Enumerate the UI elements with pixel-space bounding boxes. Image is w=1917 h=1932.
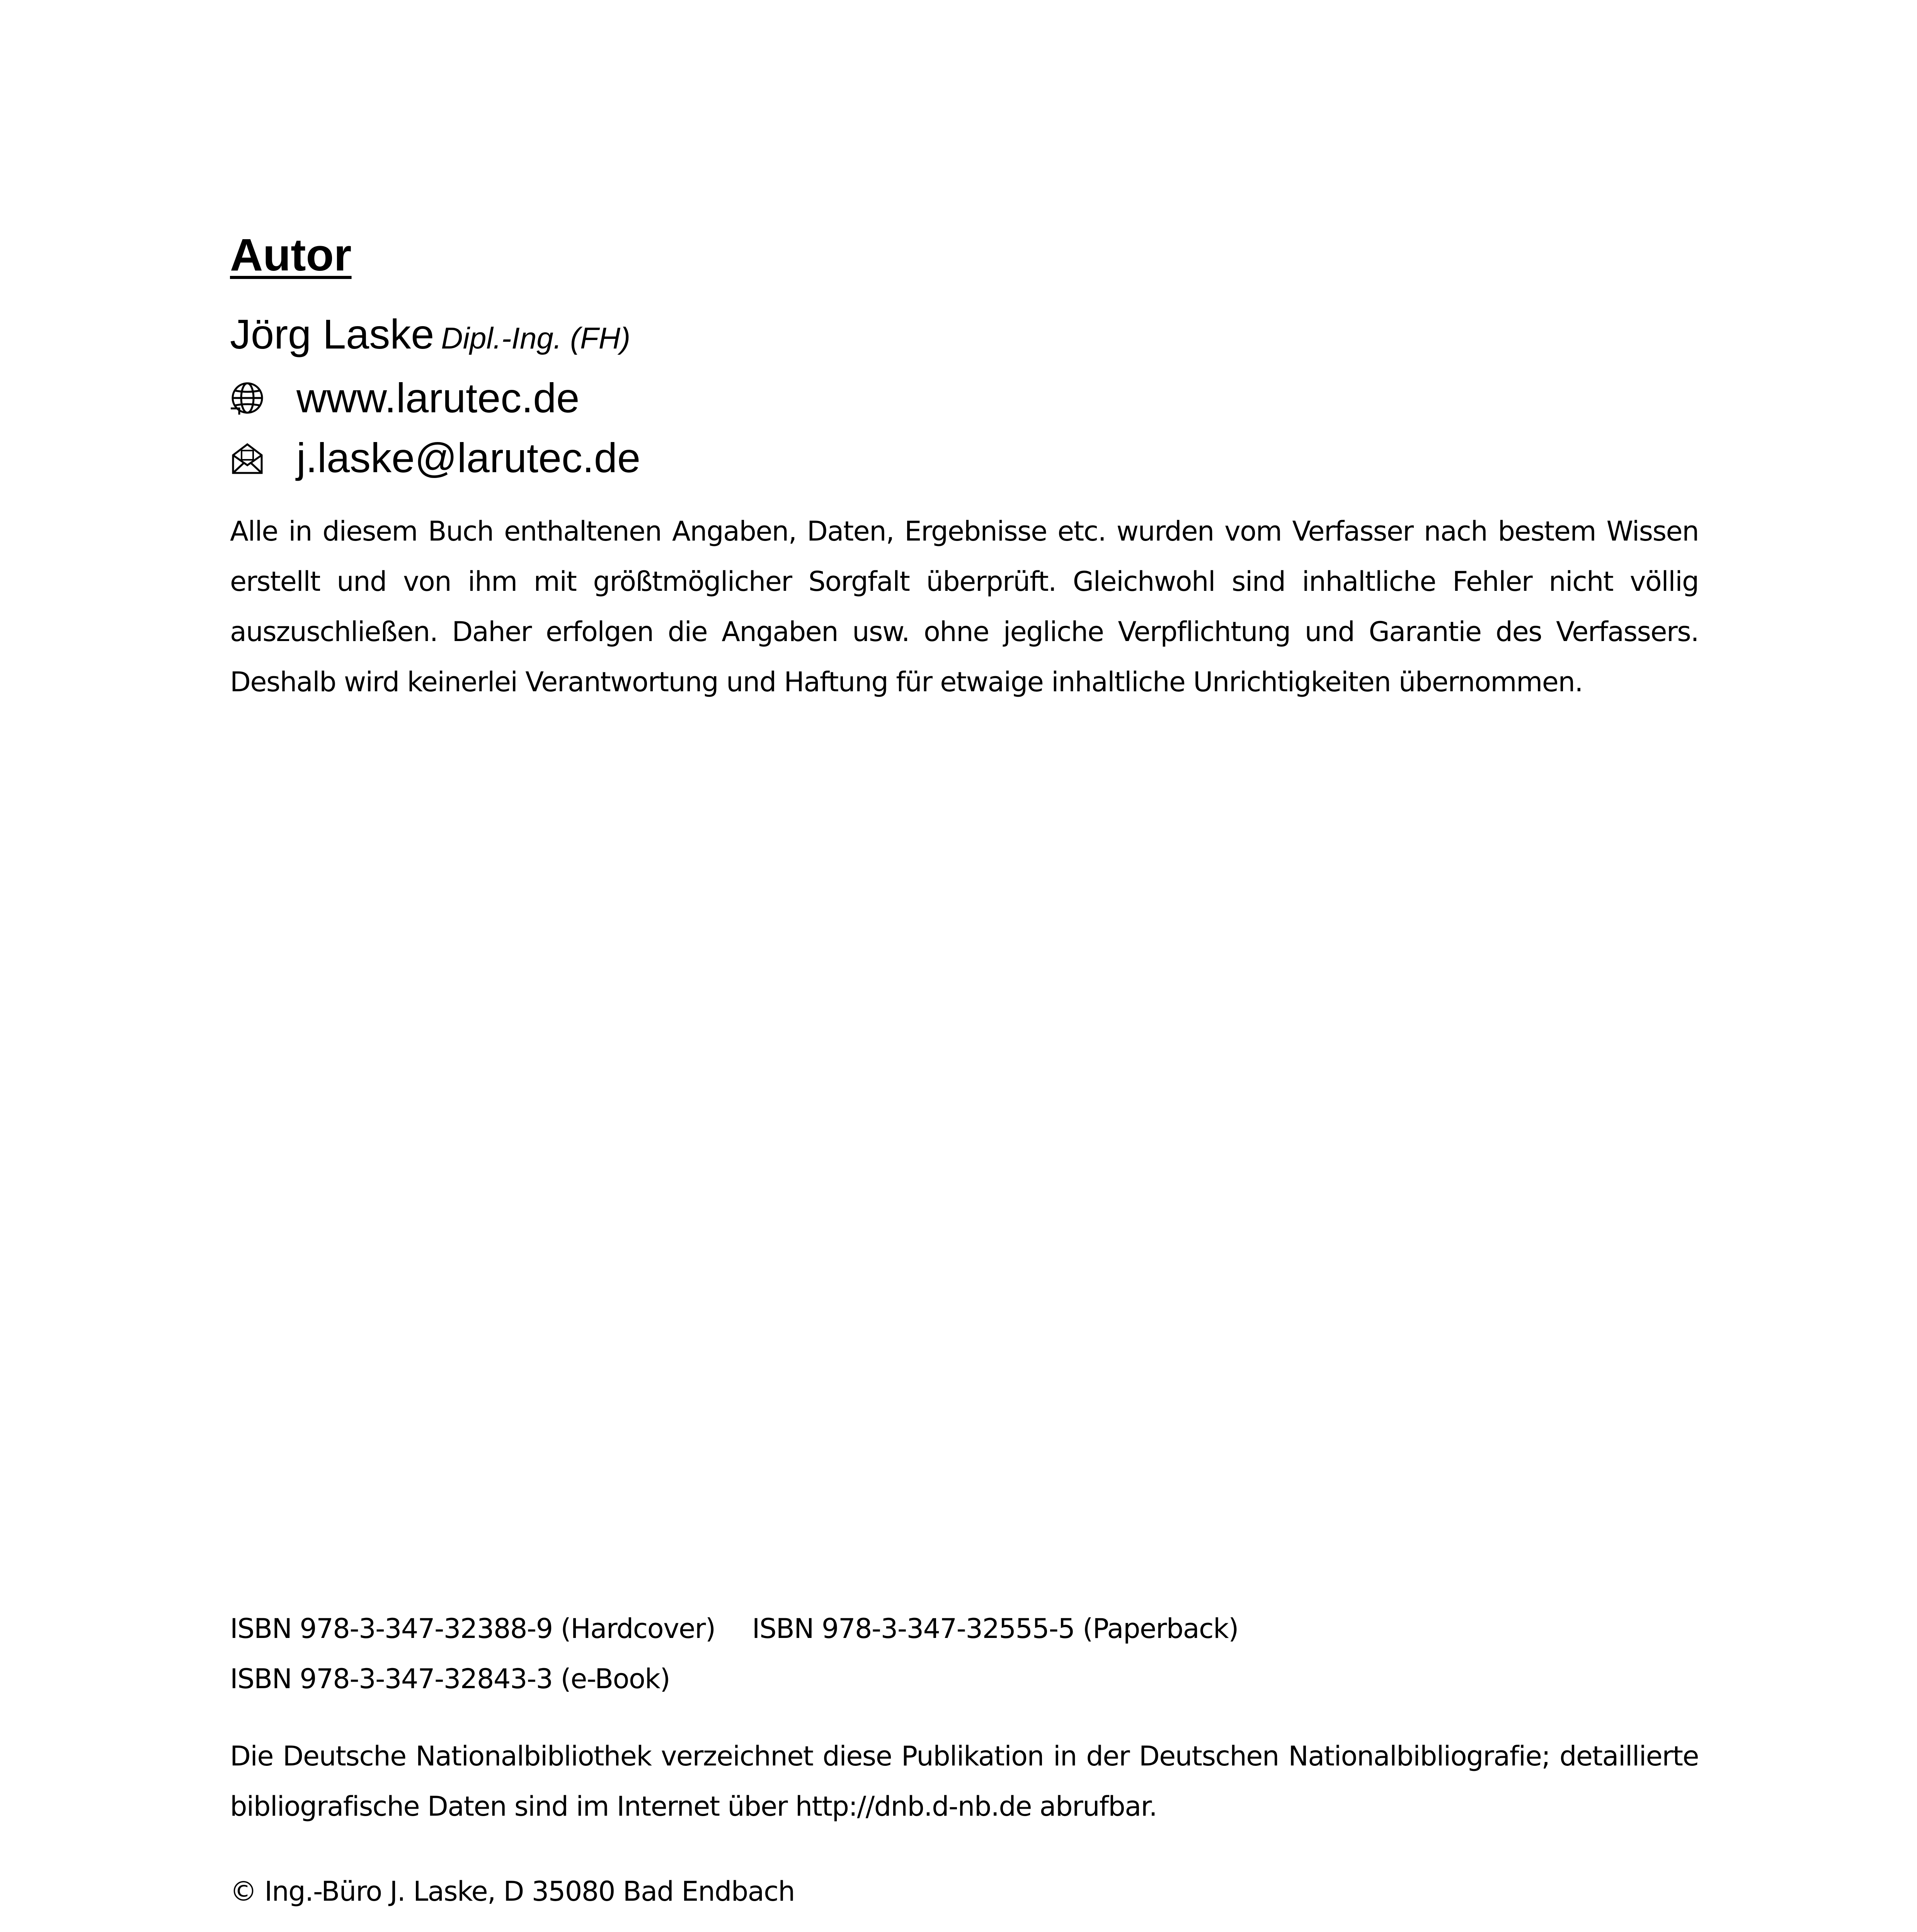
dnb-notice: Die Deutsche Nationalbibliothek verzeichnet diese Publikation in der Deutschen Nationalbibliografie; detaillierte bibliografische Daten sind im Internet über http://dnb.d-nb.de abrufbar. [230,1740,1699,1822]
isbn-paperback: ISBN 978-3-347-32555-5 (Paperback) [752,1613,1238,1645]
email-row [230,431,640,485]
website-row [230,371,579,425]
copyright-notice: © Ing.-Büro J. Laske, D 35080 Bad Endbach [230,1876,795,1907]
author-name-line [230,309,630,363]
website-link[interactable]: www.larutec.de [296,374,580,421]
document-page [230,0,1699,1932]
isbn-hardcover: ISBN 978-3-347-32388-9 (Hardcover) [230,1613,715,1645]
disclaimer-paragraph: Alle in diesem Buch enthaltenen Angaben, Daten, Ergebnisse etc. wurden vom Verfasser nach bestem Wissen erstellt und von ihm mit größtmöglicher Sorgfalt überprüft. Gleichwohl sind inhaltliche Fehler nicht völlig auszuschließen. Daher erfolgen die Angaben usw. ohne jegliche Verpflichtung und Garantie des Verfassers. Deshalb wird keinerlei Verantwortung und Haftung für etwaige inhaltliche Unrichtigkeiten übernommen. [230,515,1699,698]
isbn-line-print [230,1604,1699,1654]
email-link[interactable]: j.laske@larutec.de [296,434,641,481]
author-name: Jörg Laske [230,311,434,357]
author-heading: Autor [230,230,352,281]
isbn-ebook: ISBN 978-3-347-32843-3 (e-Book) [230,1663,670,1695]
author-degree: Dipl.-Ing. (FH) [441,321,631,355]
isbn-block [230,1604,1699,1704]
globe-icon [230,381,265,415]
envelope-icon [230,440,265,475]
